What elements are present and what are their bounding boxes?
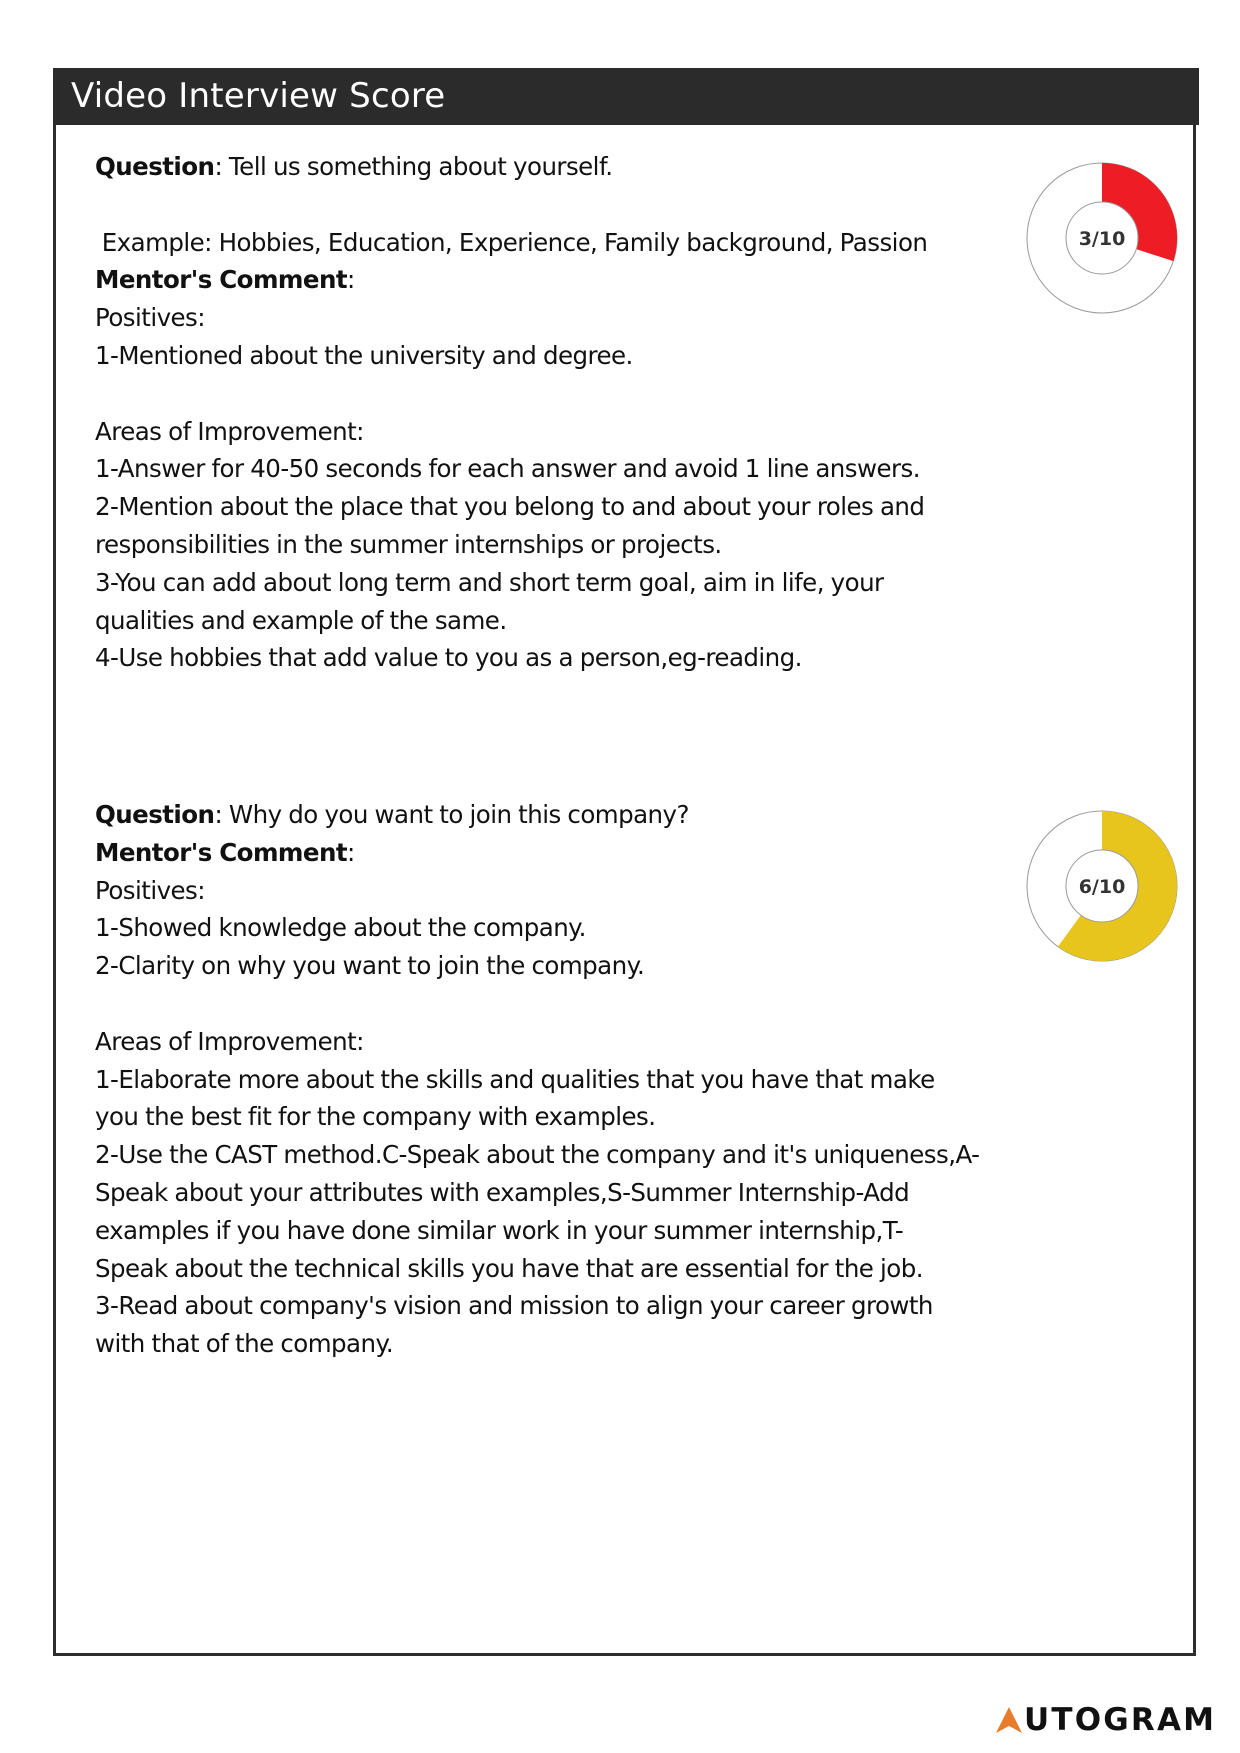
- header-bar: [53, 68, 1199, 125]
- question-text: Tell us something about yourself.: [228, 152, 613, 181]
- improvement-line: examples if you have done similar work in your summer internship,T-: [95, 1215, 904, 1245]
- improvement-line: 2-Mention about the place that you belong to and about your roles and: [95, 492, 925, 522]
- improvement-line: 4-Use hobbies that add value to you as a person,eg-reading.: [95, 643, 802, 673]
- colon: :: [214, 152, 223, 181]
- triangle-a-icon: [995, 1706, 1023, 1734]
- autogram-logo: [995, 1700, 1216, 1740]
- positive-item: 1-Showed knowledge about the company.: [95, 913, 586, 943]
- improvement-label: Areas of Improvement:: [95, 1026, 364, 1056]
- question-label: Question: [95, 152, 215, 181]
- colon: :: [347, 837, 355, 867]
- question-section-1: [95, 148, 995, 677]
- score-donut-2: [1022, 806, 1182, 966]
- score-donut-1: [1022, 158, 1182, 318]
- logo-text: UTOGRAM: [1024, 1702, 1217, 1738]
- improvement-line: 1-Answer for 40-50 seconds for each answer and avoid 1 line answers.: [95, 454, 920, 484]
- score-label: 6/10: [1078, 876, 1126, 898]
- positives-label: Positives:: [95, 875, 205, 905]
- question-section-2: [95, 796, 995, 1363]
- spacer: [95, 186, 995, 224]
- page-title: Video Interview Score: [71, 76, 446, 116]
- question-line: [95, 796, 995, 834]
- mentor-comment-label: Mentor's Comment: [95, 837, 348, 867]
- improvement-line: Speak about the technical skills you have that are essential for the job.: [95, 1253, 923, 1283]
- spacer: [95, 985, 995, 1023]
- mentor-comment-line: [95, 834, 995, 872]
- question-label: Question: [95, 800, 215, 829]
- improvement-line: Speak about your attributes with examples,S-Summer Internship-Add: [95, 1177, 910, 1207]
- score-donut-svg: [1022, 158, 1182, 318]
- improvement-line: 1-Elaborate more about the skills and qualities that you have that make: [95, 1064, 935, 1094]
- improvement-label: Areas of Improvement:: [95, 416, 364, 446]
- improvement-line: 3-You can add about long term and short term goal, aim in life, your: [95, 567, 884, 597]
- positive-item: 2-Clarity on why you want to join the company.: [95, 951, 645, 981]
- question-text: Why do you want to join this company?: [228, 800, 689, 829]
- improvement-line: responsibilities in the summer internships or projects.: [95, 529, 722, 559]
- improvement-line: 2-Use the CAST method.C-Speak about the company and it's uniqueness,A-: [95, 1140, 980, 1170]
- improvement-line: 3-Read about company's vision and mission to align your career growth: [95, 1291, 933, 1321]
- positive-item: 1-Mentioned about the university and degree.: [95, 340, 633, 370]
- improvement-line: you the best fit for the company with examples.: [95, 1102, 656, 1132]
- improvement-line: qualities and example of the same.: [95, 605, 507, 635]
- mentor-comment-line: [95, 261, 995, 299]
- example-line: Example: Hobbies, Education, Experience, Family background, Passion: [95, 227, 928, 257]
- question-line: [95, 148, 995, 186]
- positives-label: Positives:: [95, 303, 205, 333]
- score-donut-svg: [1022, 806, 1182, 966]
- colon: :: [347, 265, 355, 295]
- improvement-line: with that of the company.: [95, 1329, 394, 1359]
- colon: :: [214, 800, 223, 829]
- spacer: [95, 375, 995, 413]
- mentor-comment-label: Mentor's Comment: [95, 265, 348, 295]
- score-label: 3/10: [1078, 228, 1126, 250]
